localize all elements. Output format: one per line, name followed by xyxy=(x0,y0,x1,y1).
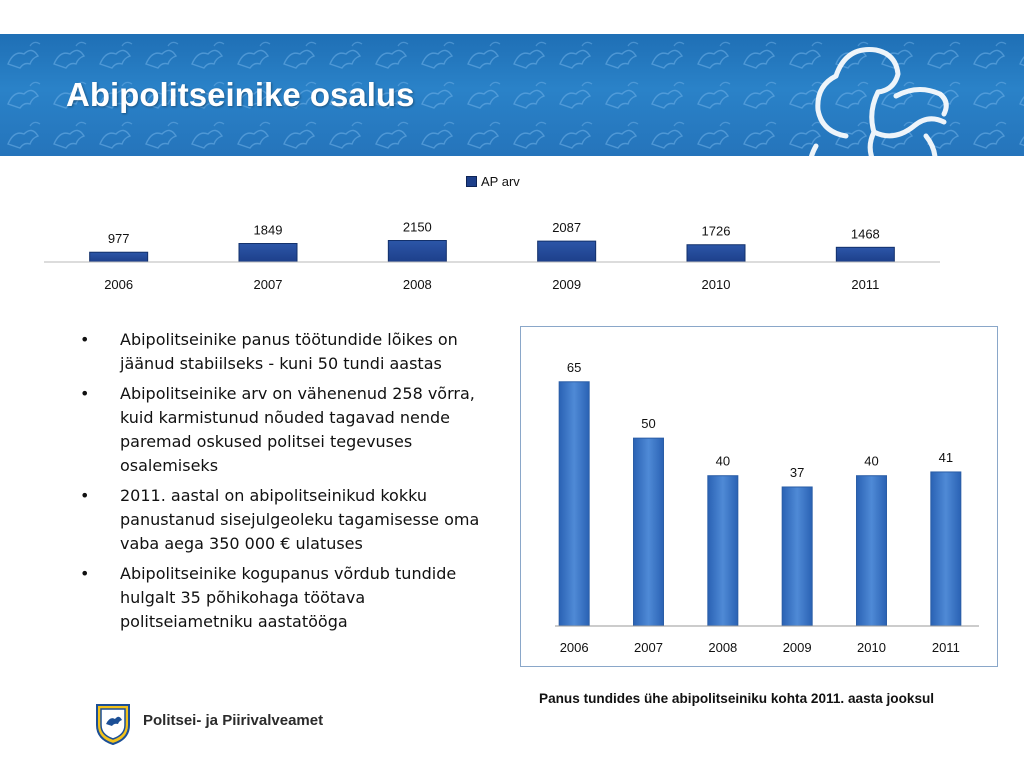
chart2-data-label: 40 xyxy=(864,453,879,469)
chart2-tick-label: 2006 xyxy=(559,640,589,655)
chart2-bar xyxy=(559,382,589,626)
chart1-bar xyxy=(239,244,297,262)
chart1-bar xyxy=(388,241,446,263)
chart1-data-label: 2150 xyxy=(402,219,432,235)
chart2-bar xyxy=(782,487,812,626)
bullet-text: Abipolitseinike kogupanus võrdub tundide hulgalt 35 põhikohaga töötava politseiametniku aastatööga xyxy=(120,564,457,631)
chart2-data-label: 65 xyxy=(566,359,582,375)
chart1-bar xyxy=(538,241,596,262)
chart1-legend xyxy=(466,174,520,189)
chart1-tick-label: 2010 xyxy=(701,277,731,292)
bullet-item xyxy=(80,562,490,634)
bullet-item xyxy=(80,484,490,556)
chart2-bar xyxy=(708,476,738,626)
chart1-tick-label: 2008 xyxy=(402,277,432,292)
footer-org-name: Politsei- ja Piirivalveamet xyxy=(143,712,324,729)
chart1-data-label: 2087 xyxy=(552,220,582,236)
bullet-list xyxy=(80,328,490,640)
chart1-bar xyxy=(687,245,745,262)
bullet-dot: • xyxy=(80,486,90,505)
chart1-tick-label: 2006 xyxy=(104,277,134,292)
chart2-bar xyxy=(931,472,961,626)
chart2-tick-label: 2009 xyxy=(782,640,812,655)
bullet-text: Abipolitseinike arv on vähenenud 258 võrra, kuid karmistunud nõuded tagavad nende paremad oskused politsei tegevuses osalemiseks xyxy=(120,384,475,475)
chart2-data-label: 41 xyxy=(938,449,954,465)
chart1-bar xyxy=(90,252,148,262)
bullet-dot: • xyxy=(80,384,90,403)
chart1-bar xyxy=(836,247,894,262)
chart2-bar xyxy=(634,438,664,626)
bullet-dot: • xyxy=(80,330,90,349)
police-shield-logo-icon xyxy=(95,702,131,746)
bullet-item xyxy=(80,382,490,478)
lion-emblem-icon xyxy=(776,36,976,156)
bullet-text: 2011. aastal on abipolitseinikud kokku panustanud sisejulgeoleku tagamisesse oma vaba aega 350 000 € ulatuses xyxy=(120,486,480,553)
chart1-data-label: 1468 xyxy=(850,226,880,242)
bullet-dot: • xyxy=(80,564,90,583)
chart2-bar xyxy=(857,476,887,626)
chart2-tick-label: 2007 xyxy=(634,640,663,655)
bullet-item xyxy=(80,328,490,376)
chart1-tick-label: 2011 xyxy=(851,277,880,292)
legend-label: AP arv xyxy=(481,174,520,189)
chart2-data-label: 40 xyxy=(715,453,731,469)
chart2-caption: Panus tundides ühe abipolitseiniku kohta 2011. aasta jooksul xyxy=(539,691,935,706)
chart1-tick-label: 2009 xyxy=(552,277,582,292)
chart1-data-label: 977 xyxy=(107,231,130,247)
bullet-text: Abipolitseinike panus töötundide lõikes on jäänud stabiilseks - kuni 50 tundi aastas xyxy=(120,330,458,373)
legend-swatch xyxy=(466,176,477,187)
chart2-tick-label: 2010 xyxy=(857,640,886,655)
chart2-data-label: 37 xyxy=(789,464,805,480)
chart2-svg xyxy=(521,327,997,666)
chart1-data-label: 1726 xyxy=(701,223,731,239)
chart2-tick-label: 2011 xyxy=(931,640,960,655)
chart1-data-label: 1849 xyxy=(253,222,283,238)
chart2-data-label: 50 xyxy=(641,416,656,432)
page-title: Abipolitseinike osalus xyxy=(66,76,415,113)
chart2-tick-label: 2008 xyxy=(708,640,738,655)
chart1-tick-label: 2007 xyxy=(253,277,283,292)
chart2-frame xyxy=(520,326,998,667)
